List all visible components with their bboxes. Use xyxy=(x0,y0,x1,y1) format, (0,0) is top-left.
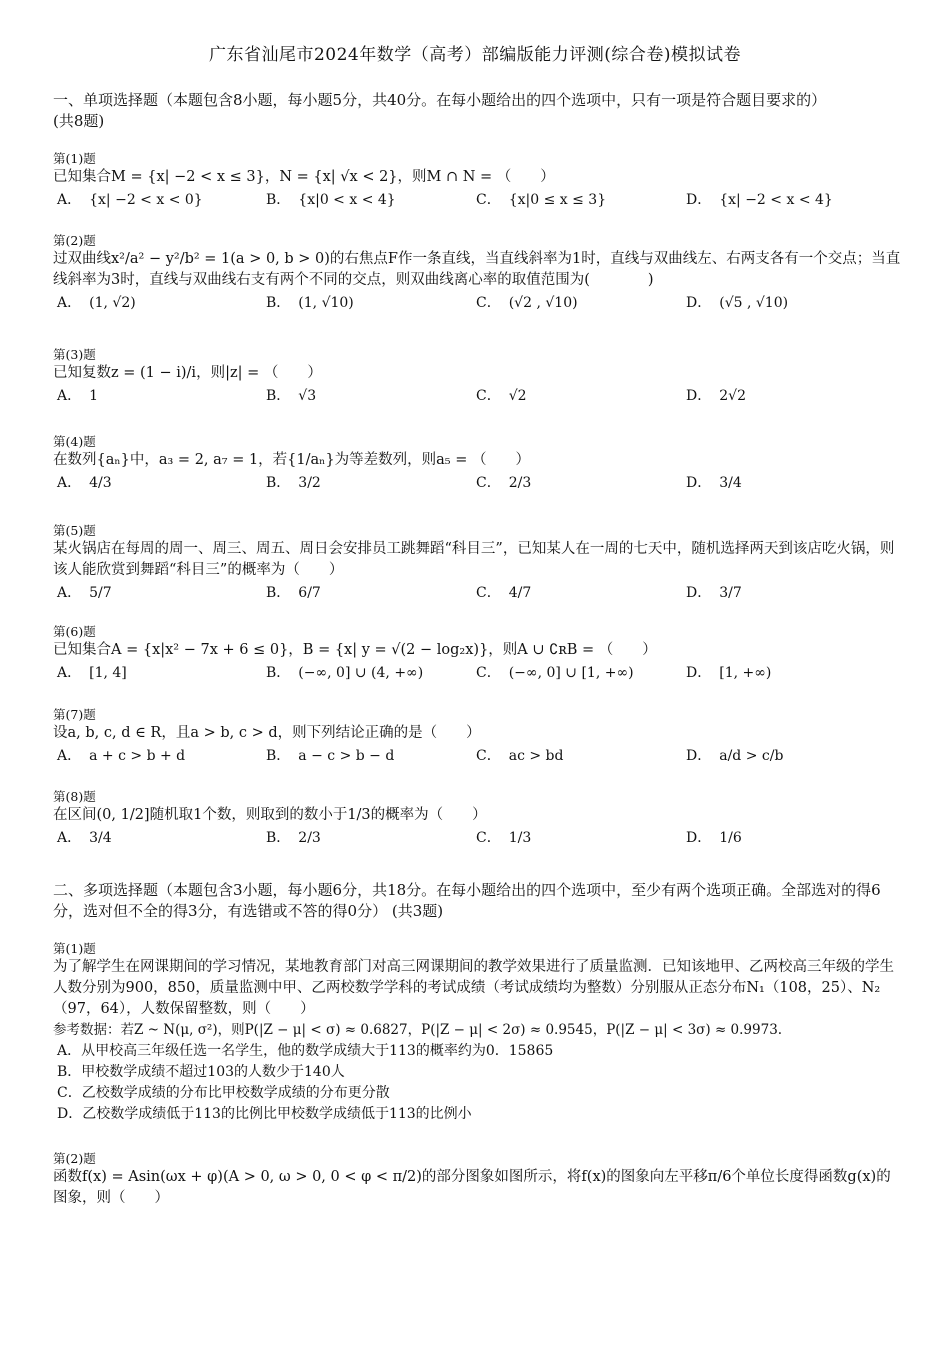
option-a: A． {x| −2 < x < 0} xyxy=(57,192,203,208)
section-2-header xyxy=(53,880,903,922)
question-2-2 xyxy=(53,1150,903,1209)
question-stem: 设a, b, c, d ∈ R，且a > b, c > d，则下列结论正确的是（ ） xyxy=(53,725,481,741)
question-2-1 xyxy=(53,940,903,1125)
section-1-header xyxy=(53,90,903,132)
option-b: B． {x|0 < x < 4} xyxy=(266,192,396,208)
option-d: D． {x| −2 < x < 4} xyxy=(686,192,833,208)
option-c: C． {x|0 ≤ x ≤ 3} xyxy=(476,192,607,208)
section-1-heading: 一、单项选择题（本题包含8小题，每小题5分，共40分。在每小题给出的四个选项中，只有一项是符合题目要求的） xyxy=(53,91,827,109)
question-stem: 在区间(0, 1/2]随机取1个数，则取到的数小于1/3的概率为（ ） xyxy=(53,807,487,823)
option-c: C．乙校数学成绩的分布比甲校数学成绩的分布更分散 xyxy=(57,1085,390,1101)
question-stem: 已知集合M = {x| −2 < x ≤ 3}，N = {x| √x < 2}，则M ∩ N = （ ） xyxy=(53,169,555,185)
option-d: D． 3/7 xyxy=(686,585,742,601)
question-stem: 已知复数z = (1 − i)/i，则|z| = （ ） xyxy=(53,365,322,381)
option-b: B． 2/3 xyxy=(266,830,321,846)
question-number: 第(7)题 xyxy=(53,707,96,722)
option-b: B． a − c > b − d xyxy=(266,748,395,764)
option-a: A． 4/3 xyxy=(57,475,112,491)
option-d: D． 2√2 xyxy=(686,388,746,404)
option-c: C． 1/3 xyxy=(476,830,532,846)
option-b: B．甲校数学成绩不超过103的人数少于140人 xyxy=(57,1064,345,1080)
section-1-count: (共8题) xyxy=(53,112,105,130)
question-number: 第(1)题 xyxy=(53,151,96,166)
option-c: C． 2/3 xyxy=(476,475,532,491)
option-b: B． (−∞, 0] ∪ (4, +∞) xyxy=(266,665,424,681)
option-d: D． (√5 , √10) xyxy=(686,295,789,311)
question-stem: 在数列{aₙ}中，a₃ = 2, a₇ = 1，若{1/aₙ}为等差数列，则a₅ = （ ） xyxy=(53,452,530,468)
exam-title: 广东省汕尾市2024年数学（高考）部编版能力评测(综合卷)模拟试卷 xyxy=(208,45,742,65)
option-c: C． 4/7 xyxy=(476,585,532,601)
option-c: C． ac > bd xyxy=(476,748,564,764)
question-1-7 xyxy=(53,706,903,770)
option-a: A．从甲校高三年级任选一名学生，他的数学成绩大于113的概率约为0．15865 xyxy=(57,1043,554,1059)
option-a: A． 1 xyxy=(57,388,99,404)
option-a: A． [1, 4] xyxy=(57,665,127,681)
section-2-count: (共3题) xyxy=(391,902,444,920)
option-a: A． (1, √2) xyxy=(57,295,136,311)
question-number: 第(5)题 xyxy=(53,523,96,538)
question-1-5 xyxy=(53,522,903,607)
reference-data: 参考数据：若Z ~ N(μ, σ²)，则P(|Z − μ| < σ) ≈ 0.6827，P(|Z − μ| < 2σ) ≈ 0.9545，P(|Z − μ| < 3σ) ≈ 0.9973. xyxy=(53,1022,783,1038)
question-number: 第(4)题 xyxy=(53,434,96,449)
option-c: C． (−∞, 0] ∪ [1, +∞) xyxy=(476,665,634,681)
question-number: 第(6)题 xyxy=(53,624,96,639)
option-b: B． 3/2 xyxy=(266,475,321,491)
question-1-4 xyxy=(53,433,903,497)
option-a: A． a + c > b + d xyxy=(57,748,186,764)
option-d: D． 1/6 xyxy=(686,830,742,846)
question-number: 第(2)题 xyxy=(53,233,96,248)
question-number: 第(8)题 xyxy=(53,789,96,804)
question-stem: 函数f(x) = Asin(ωx + φ)(A > 0, ω > 0, 0 < φ < π/2)的部分图象如图所示，将f(x)的图象向左平移π/6个单位长度得函数g(x)的图象，则（ ） xyxy=(53,1169,891,1206)
question-stem: 为了解学生在网课期间的学习情况，某地教育部门对高三网课期间的教学效果进行了质量监测．已知该地甲、乙两校高三年级的学生人数分别为900，850，质量监测中甲、乙两校数学学科的考试成绩（考试成绩均为整数）分别服从正态分布N₁（108，25）、N₂（97，64），人数保留整数，则（ ） xyxy=(53,959,894,1017)
option-b: B． (1, √10) xyxy=(266,295,354,311)
option-d: D． [1, +∞) xyxy=(686,665,772,681)
question-stem: 某火锅店在每周的周一、周三、周五、周日会安排员工跳舞蹈“科目三”，已知某人在一周的七天中，随机选择两天到该店吃火锅，则该人能欣赏到舞蹈“科目三”的概率为（ ） xyxy=(53,541,895,578)
question-number: 第(2)题 xyxy=(53,1151,96,1166)
option-d: D． a/d > c/b xyxy=(686,748,784,764)
question-number: 第(1)题 xyxy=(53,941,96,956)
option-b: B． √3 xyxy=(266,388,317,404)
section-2-heading: 二、多项选择题（本题包含3小题，每小题6分，共18分。在每小题给出的四个选项中，至少有两个选项正确。全部选对的得6分，选对但不全的得3分，有选错或不答的得0分） xyxy=(53,881,881,920)
option-a: A． 3/4 xyxy=(57,830,112,846)
question-1-1 xyxy=(53,150,903,214)
question-1-2 xyxy=(53,232,903,317)
question-stem: 已知集合A = {x|x² − 7x + 6 ≤ 0}，B = {x| y = √(2 − log₂x)}，则A ∪ ∁ʀB = （ ） xyxy=(53,642,657,658)
question-1-6 xyxy=(53,623,903,687)
option-d: D．乙校数学成绩低于113的比例比甲校数学成绩低于113的比例小 xyxy=(57,1106,472,1122)
question-1-3 xyxy=(53,346,903,410)
question-1-8 xyxy=(53,788,903,852)
question-number: 第(3)题 xyxy=(53,347,96,362)
question-stem: 过双曲线x²/a² − y²/b² = 1(a > 0, b > 0)的右焦点F作一条直线，当直线斜率为1时，直线与双曲线左、右两支各有一个交点；当直线斜率为3时，直线与双曲线右支有两个不同的交点，则双曲线离心率的取值范围为( ) xyxy=(53,251,901,288)
option-c: C． √2 xyxy=(476,388,527,404)
option-d: D． 3/4 xyxy=(686,475,742,491)
option-a: A． 5/7 xyxy=(57,585,112,601)
option-b: B． 6/7 xyxy=(266,585,321,601)
option-c: C． (√2 , √10) xyxy=(476,295,578,311)
